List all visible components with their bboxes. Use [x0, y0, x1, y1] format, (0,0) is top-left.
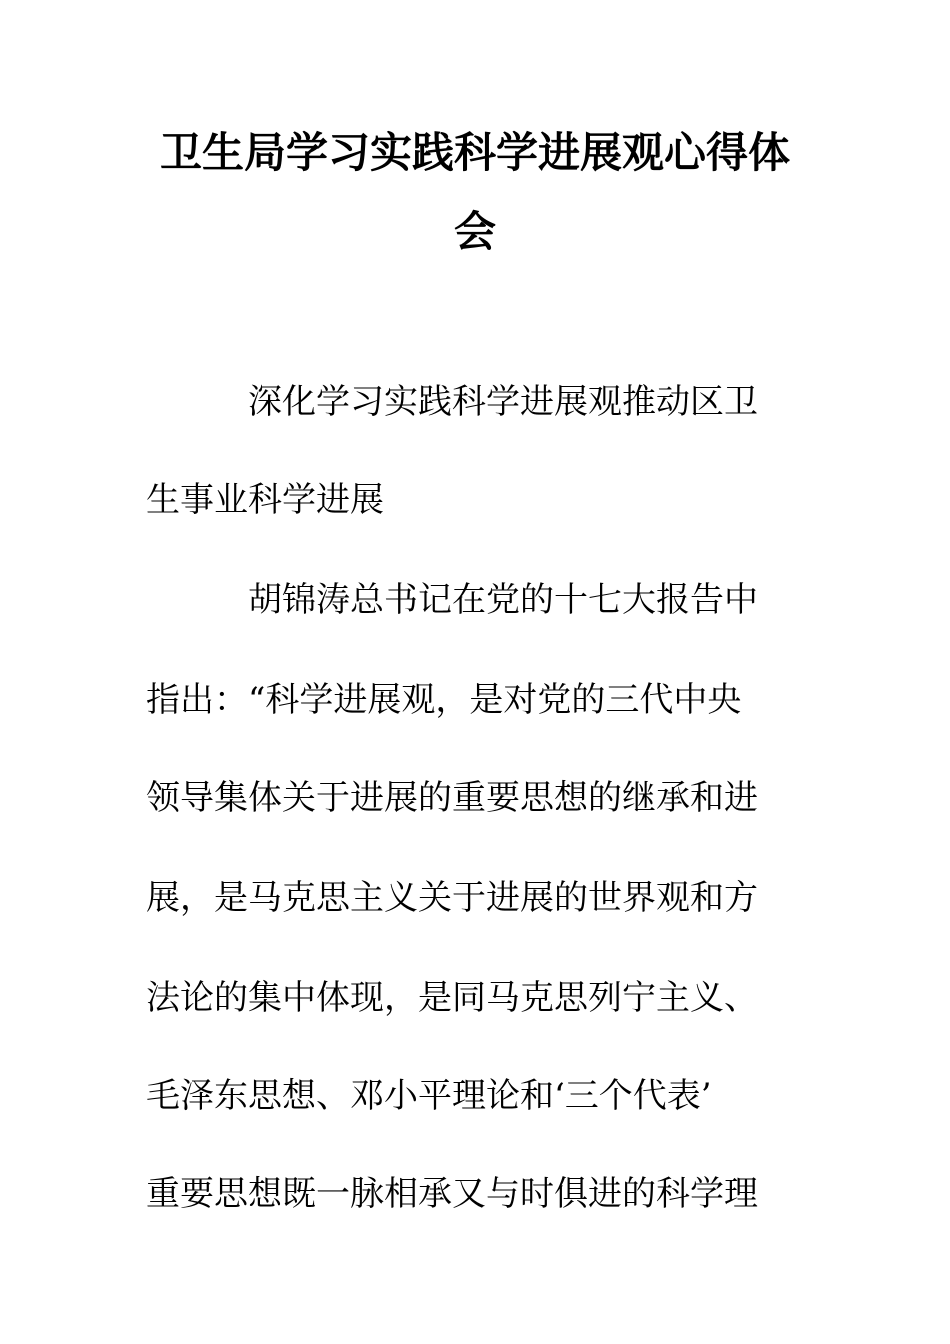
document-title-line-2: 会 — [453, 207, 496, 256]
paragraph-line: 生事业科学进展 — [146, 480, 384, 520]
paragraph-line: 展，是马克思主义关于进展的世界观和方 — [146, 878, 758, 918]
paragraph-line: 法论的集中体现，是同马克思列宁主义、 — [146, 978, 758, 1018]
paragraph-line: 毛泽东思想、邓小平理论和‘三个代表’ — [146, 1076, 712, 1116]
document-title-line-1: 卫生局学习实践科学进展观心得体 — [159, 128, 790, 177]
paragraph-line: 指出：“科学进展观，是对党的三代中央 — [146, 680, 742, 720]
paragraph-line: 领导集体关于进展的重要思想的继承和进 — [146, 778, 758, 818]
paragraph-line: 胡锦涛总书记在党的十七大报告中 — [248, 580, 758, 620]
paragraph-line: 深化学习实践科学进展观推动区卫 — [248, 382, 758, 422]
paragraph-line: 重要思想既一脉相承又与时俱进的科学理 — [146, 1174, 758, 1214]
